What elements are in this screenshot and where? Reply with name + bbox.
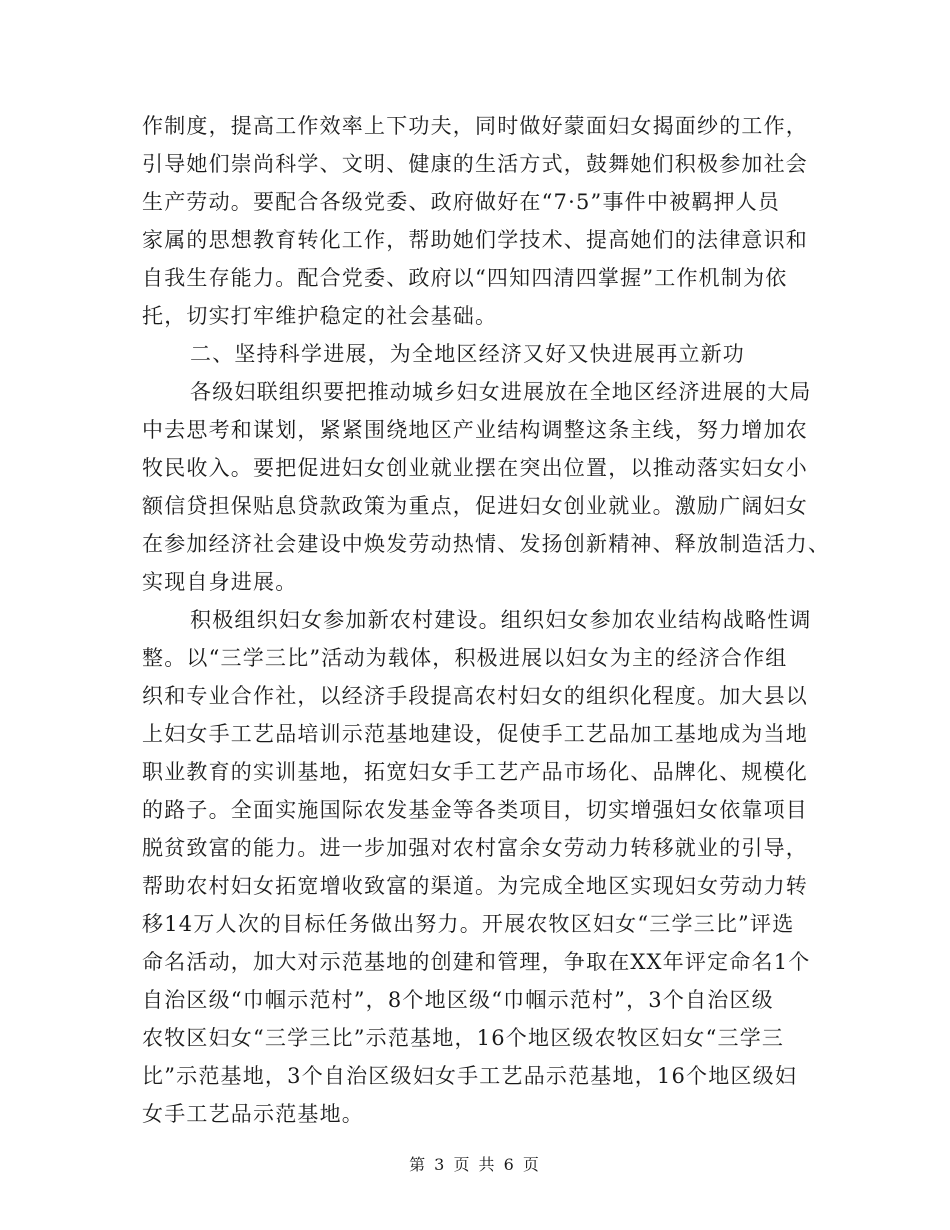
body-text-line: 自治区级“巾帼示范村”，8个地区级“巾帼示范村”，3个自治区级	[142, 988, 774, 1012]
body-text-line: 农牧区妇女“三学三比”示范基地，16个地区级农牧区妇女“三学三	[142, 1026, 785, 1050]
body-text-line: 在参加经济社会建设中焕发劳动热情、发扬创新精神、释放制造活力、	[142, 532, 831, 556]
section-heading: 二、坚持科学进展，为全地区经济又好又快进展再立新功	[190, 342, 745, 366]
body-text-line: 上妇女手工艺品培训示范基地建设，促使手工艺品加工基地成为当地	[142, 722, 808, 746]
body-text-line: 中去思考和谋划，紧紧围绕地区产业结构调整这条主线，努力增加农	[142, 418, 808, 442]
body-text-line: 引导她们崇尚科学、文明、健康的生活方式，鼓舞她们积极参加社会	[142, 152, 808, 176]
page-number-footer: 第 3 页 共 6 页	[409, 1155, 541, 1174]
body-text-line: 积极组织妇女参加新农村建设。组织妇女参加农业结构战略性调	[190, 608, 812, 632]
body-text-line: 各级妇联组织要把推动城乡妇女进展放在全地区经济进展的大局	[190, 380, 812, 404]
body-text-line: 织和专业合作社，以经济手段提高农村妇女的组织化程度。加大县以	[142, 684, 808, 708]
body-text-line: 实现自身进展。	[142, 570, 298, 594]
body-text-line: 自我生存能力。配合党委、政府以“四知四清四掌握”工作机制为依	[142, 266, 788, 290]
body-text-line: 女手工艺品示范基地。	[142, 1102, 364, 1126]
body-text-line: 命名活动，加大对示范基地的创建和管理，争取在XX年评定命名1个	[142, 950, 811, 974]
body-text-line: 职业教育的实训基地，拓宽妇女手工艺产品市场化、品牌化、规模化	[142, 760, 808, 784]
body-text-line: 帮助农村妇女拓宽增收致富的渠道。为完成全地区实现妇女劳动力转	[142, 874, 808, 898]
body-text-line: 生产劳动。要配合各级党委、政府做好在“7·5”事件中被羁押人员	[142, 190, 781, 214]
body-text-line: 作制度，提高工作效率上下功夫，同时做好蒙面妇女揭面纱的工作，	[142, 114, 808, 138]
body-text-line: 的路子。全面实施国际农发基金等各类项目，切实增强妇女依靠项目	[142, 798, 808, 822]
body-text-line: 脱贫致富的能力。进一步加强对农村富余女劳动力转移就业的引导，	[142, 836, 808, 860]
body-text-line: 比”示范基地，3个自治区级妇女手工艺品示范基地，16个地区级妇	[142, 1064, 798, 1088]
body-text-line: 家属的思想教育转化工作，帮助她们学技术、提高她们的法律意识和	[142, 228, 808, 252]
body-text-line: 额信贷担保贴息贷款政策为重点，促进妇女创业就业。激励广阔妇女	[142, 494, 808, 518]
body-text-line: 牧民收入。要把促进妇女创业就业摆在突出位置，以推动落实妇女小	[142, 456, 808, 480]
body-text-line: 整。以“三学三比”活动为载体，积极进展以妇女为主的经济合作组	[142, 646, 788, 670]
body-text-line: 托，切实打牢维护稳定的社会基础。	[142, 304, 498, 328]
body-text-line: 移14万人次的目标任务做出努力。开展农牧区妇女“三学三比”评选	[142, 912, 795, 936]
